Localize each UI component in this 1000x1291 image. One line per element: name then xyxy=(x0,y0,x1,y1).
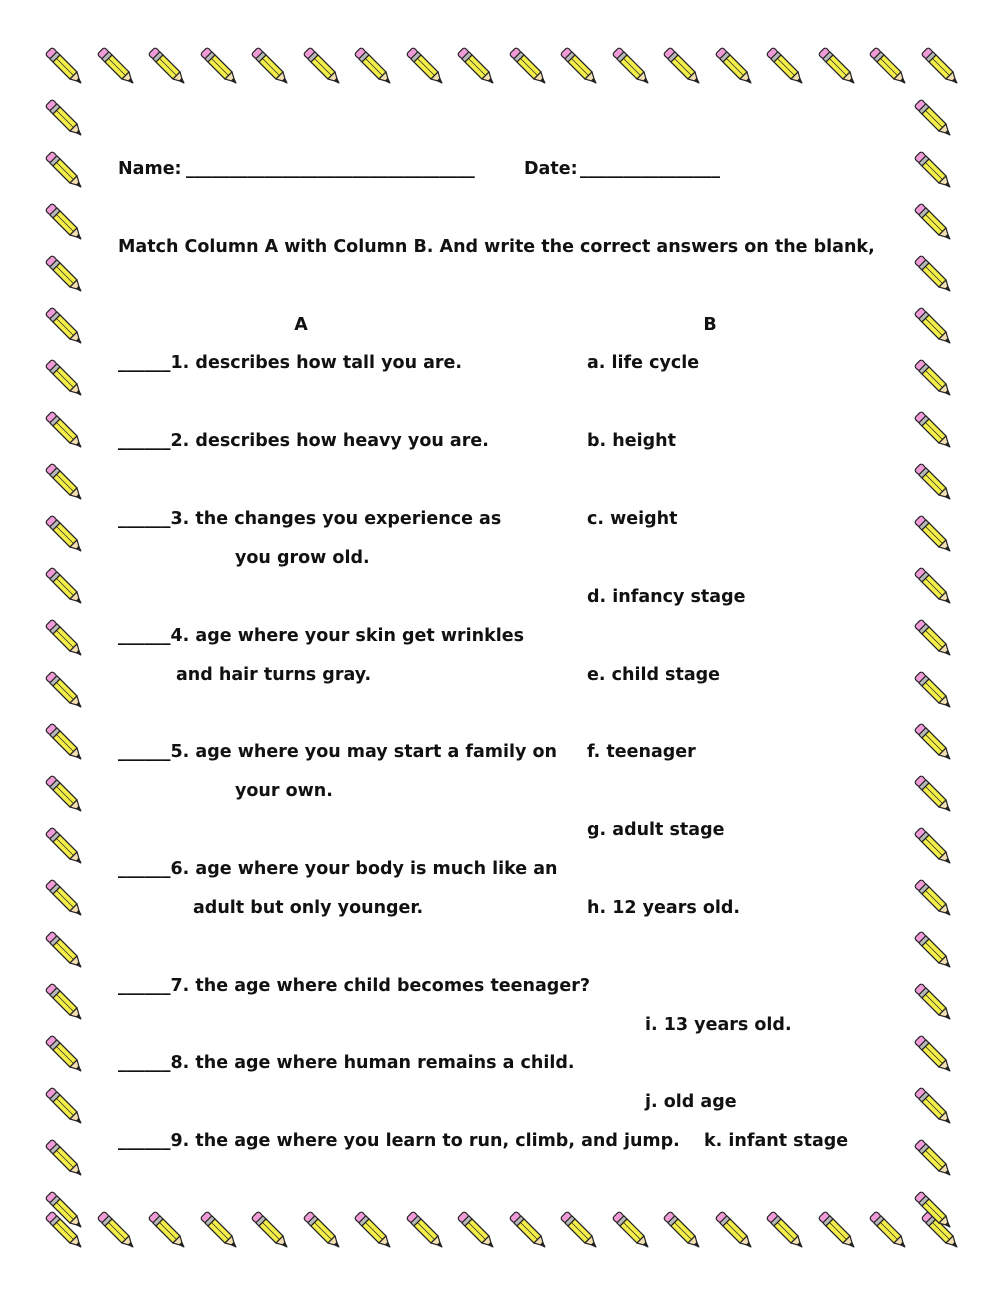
column-b-heading: B xyxy=(703,315,717,335)
question-5-continued: your own. xyxy=(235,781,333,801)
pencil-icon xyxy=(909,1082,959,1132)
pencil-icon xyxy=(40,458,90,508)
pencil-icon xyxy=(40,1186,90,1236)
option-h: h. 12 years old. xyxy=(587,898,741,918)
option-j: j. old age xyxy=(645,1092,737,1112)
pencil-icon xyxy=(40,94,90,144)
question-2: ______2. describes how heavy you are. xyxy=(118,431,489,451)
pencil-icon xyxy=(349,42,399,92)
question-7: ______7. the age where child becomes teenager? xyxy=(118,976,590,996)
pencil-icon xyxy=(909,770,959,820)
pencil-icon xyxy=(40,666,90,716)
pencil-icon xyxy=(40,614,90,664)
pencil-icon xyxy=(40,770,90,820)
option-d: d. infancy stage xyxy=(587,587,746,607)
pencil-icon xyxy=(40,406,90,456)
pencil-icon xyxy=(40,146,90,196)
pencil-icon xyxy=(92,42,142,92)
pencil-icon xyxy=(246,1206,296,1256)
pencil-icon xyxy=(761,1206,811,1256)
pencil-icon xyxy=(401,42,451,92)
pencil-icon xyxy=(40,198,90,248)
pencil-icon xyxy=(40,1082,90,1132)
option-a: a. life cycle xyxy=(587,353,700,373)
pencil-icon xyxy=(909,822,959,872)
option-g: g. adult stage xyxy=(587,820,725,840)
question-3-continued: you grow old. xyxy=(235,548,370,568)
pencil-icon xyxy=(909,978,959,1028)
pencil-icon xyxy=(40,822,90,872)
pencil-icon xyxy=(40,1134,90,1184)
pencil-icon xyxy=(298,1206,348,1256)
pencil-icon xyxy=(909,146,959,196)
option-i: i. 13 years old. xyxy=(645,1015,792,1035)
pencil-icon xyxy=(909,94,959,144)
pencil-icon xyxy=(909,562,959,612)
pencil-icon xyxy=(909,250,959,300)
pencil-icon xyxy=(909,458,959,508)
pencil-icon xyxy=(710,1206,760,1256)
pencil-icon xyxy=(909,614,959,664)
pencil-icon xyxy=(909,1134,959,1184)
pencil-icon xyxy=(143,1206,193,1256)
pencil-icon xyxy=(909,718,959,768)
pencil-icon xyxy=(40,42,90,92)
pencil-icon xyxy=(658,42,708,92)
pencil-icon xyxy=(298,42,348,92)
option-c: c. weight xyxy=(587,509,678,529)
pencil-icon xyxy=(909,406,959,456)
option-f: f. teenager xyxy=(587,742,696,762)
pencil-icon xyxy=(909,354,959,404)
pencil-icon xyxy=(607,42,657,92)
question-6-continued: adult but only younger. xyxy=(193,898,424,918)
pencil-icon xyxy=(40,978,90,1028)
pencil-icon xyxy=(40,562,90,612)
pencil-icon xyxy=(813,42,863,92)
pencil-icon xyxy=(909,510,959,560)
name-blank[interactable]: _________________________________ xyxy=(186,159,475,179)
pencil-icon xyxy=(710,42,760,92)
pencil-icon xyxy=(452,42,502,92)
pencil-icon xyxy=(92,1206,142,1256)
name-label: Name: xyxy=(118,159,182,179)
pencil-icon xyxy=(452,1206,502,1256)
option-e: e. child stage xyxy=(587,665,721,685)
date-blank[interactable]: ________________ xyxy=(580,159,720,179)
pencil-icon xyxy=(40,250,90,300)
question-5: ______5. age where you may start a family on xyxy=(118,742,558,762)
pencil-icon xyxy=(864,1206,914,1256)
date-label: Date: xyxy=(524,159,578,179)
pencil-icon xyxy=(40,1030,90,1080)
pencil-icon xyxy=(40,926,90,976)
pencil-icon xyxy=(40,354,90,404)
question-1: ______1. describes how tall you are. xyxy=(118,353,463,373)
pencil-icon xyxy=(658,1206,708,1256)
pencil-icon xyxy=(813,1206,863,1256)
pencil-icon xyxy=(555,42,605,92)
pencil-icon xyxy=(40,302,90,352)
pencil-icon xyxy=(864,42,914,92)
pencil-icon xyxy=(909,874,959,924)
question-8: ______8. the age where human remains a child. xyxy=(118,1053,575,1073)
question-9: ______9. the age where you learn to run, climb, and jump. xyxy=(118,1131,680,1151)
pencil-icon xyxy=(143,42,193,92)
instruction-text: Match Column A with Column B. And write the correct answers on the blank, xyxy=(118,237,875,257)
pencil-icon xyxy=(909,1030,959,1080)
pencil-icon xyxy=(40,1206,90,1256)
pencil-icon xyxy=(40,874,90,924)
pencil-icon xyxy=(195,1206,245,1256)
pencil-icon xyxy=(246,42,296,92)
question-4-continued: and hair turns gray. xyxy=(176,665,372,685)
pencil-icon xyxy=(40,718,90,768)
pencil-icon xyxy=(909,926,959,976)
pencil-icon xyxy=(40,510,90,560)
pencil-icon xyxy=(349,1206,399,1256)
pencil-icon xyxy=(909,1186,959,1236)
question-3: ______3. the changes you experience as xyxy=(118,509,502,529)
pencil-icon xyxy=(909,198,959,248)
pencil-icon xyxy=(555,1206,605,1256)
column-a-heading: A xyxy=(294,315,308,335)
pencil-icon xyxy=(761,42,811,92)
option-b: b. height xyxy=(587,431,676,451)
pencil-icon xyxy=(504,1206,554,1256)
pencil-icon xyxy=(607,1206,657,1256)
question-6: ______6. age where your body is much like an xyxy=(118,859,558,879)
pencil-icon xyxy=(916,42,966,92)
pencil-icon xyxy=(504,42,554,92)
pencil-icon xyxy=(916,1206,966,1256)
pencil-icon xyxy=(909,302,959,352)
pencil-icon xyxy=(909,666,959,716)
question-4: ______4. age where your skin get wrinkles xyxy=(118,626,525,646)
pencil-icon xyxy=(195,42,245,92)
option-k: k. infant stage xyxy=(704,1131,849,1151)
pencil-icon xyxy=(401,1206,451,1256)
